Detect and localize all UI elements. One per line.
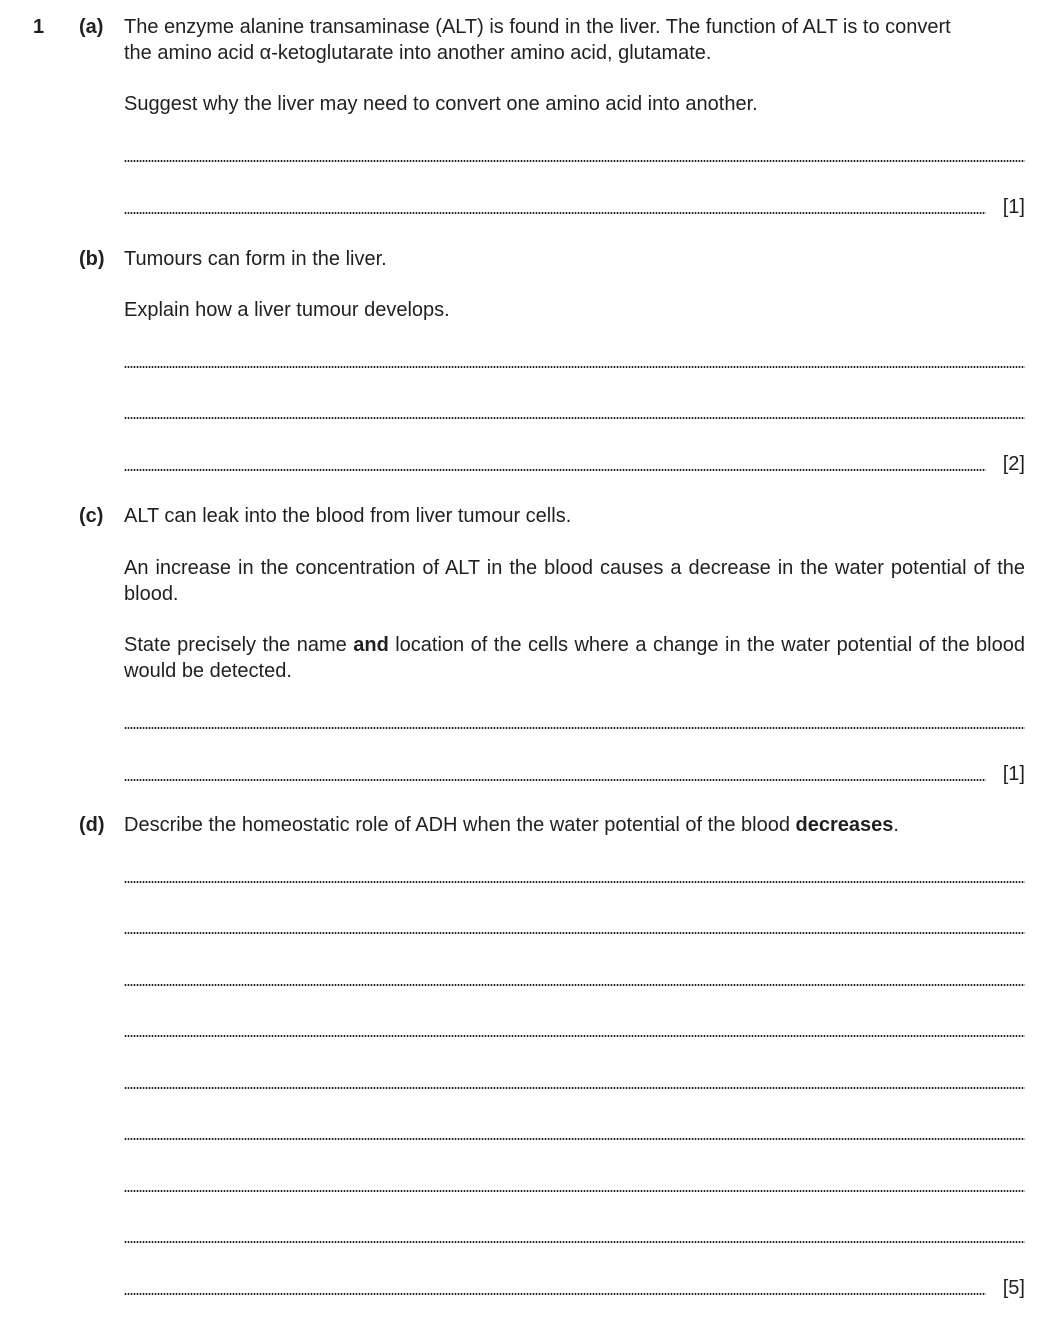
part-d-label: (d) — [79, 814, 105, 836]
part-a-prompt: Suggest why the liver may need to convert one amino acid into another. — [124, 93, 758, 115]
answer-line[interactable] — [124, 469, 986, 471]
part-a-intro-line-2: the amino acid α-ketoglutarate into another amino acid, glutamate. — [124, 42, 712, 64]
answer-line[interactable] — [124, 727, 1025, 729]
part-a-intro-line-1: The enzyme alanine transaminase (ALT) is found in the liver. The function of ALT is to convert — [124, 16, 951, 38]
part-c-context: An increase in the concentration of ALT in the blood causes a decrease in the water potential of the blood. — [124, 557, 1025, 605]
part-b-prompt: Explain how a liver tumour develops. — [124, 299, 450, 321]
answer-line[interactable] — [124, 1087, 1025, 1089]
part-b-intro: Tumours can form in the liver. — [124, 248, 387, 270]
part-d-marks: [5] — [1002, 1277, 1025, 1299]
part-c-marks: [1] — [1002, 763, 1025, 785]
answer-line[interactable] — [124, 417, 1025, 419]
part-c-intro: ALT can leak into the blood from liver tumour cells. — [124, 505, 572, 527]
part-c-prompt-text: State precisely the name — [124, 634, 354, 656]
answer-line[interactable] — [124, 984, 1025, 986]
answer-line[interactable] — [124, 160, 1025, 162]
part-c-prompt-emphasis: and — [353, 634, 389, 656]
answer-line[interactable] — [124, 1190, 1025, 1192]
part-a-label: (a) — [79, 16, 104, 38]
part-b-marks: [2] — [1002, 453, 1025, 475]
answer-line[interactable] — [124, 1293, 986, 1295]
answer-line[interactable] — [124, 366, 1025, 368]
part-d-prompt-emphasis: decreases — [795, 814, 894, 836]
answer-line[interactable] — [124, 881, 1025, 883]
answer-line[interactable] — [124, 779, 986, 781]
part-d-prompt-text: Describe the homeostatic role of ADH when the water potential of the blood — [124, 814, 796, 836]
part-b-label: (b) — [79, 248, 105, 270]
answer-line[interactable] — [124, 1138, 1025, 1140]
part-d-prompt-text-end: . — [893, 814, 899, 836]
part-c-prompt-text-end: location of the cells where a change in the water potential of the blood would be detected. — [124, 634, 1025, 682]
part-d-prompt — [124, 812, 1025, 838]
answer-line[interactable] — [124, 212, 986, 214]
answer-line[interactable] — [124, 1035, 1025, 1037]
answer-line[interactable] — [124, 932, 1025, 934]
part-a-marks: [1] — [1002, 196, 1025, 218]
part-c-label: (c) — [79, 505, 104, 527]
question-number: 1 — [33, 16, 45, 38]
part-c-prompt — [124, 632, 1025, 684]
answer-line[interactable] — [124, 1241, 1025, 1243]
